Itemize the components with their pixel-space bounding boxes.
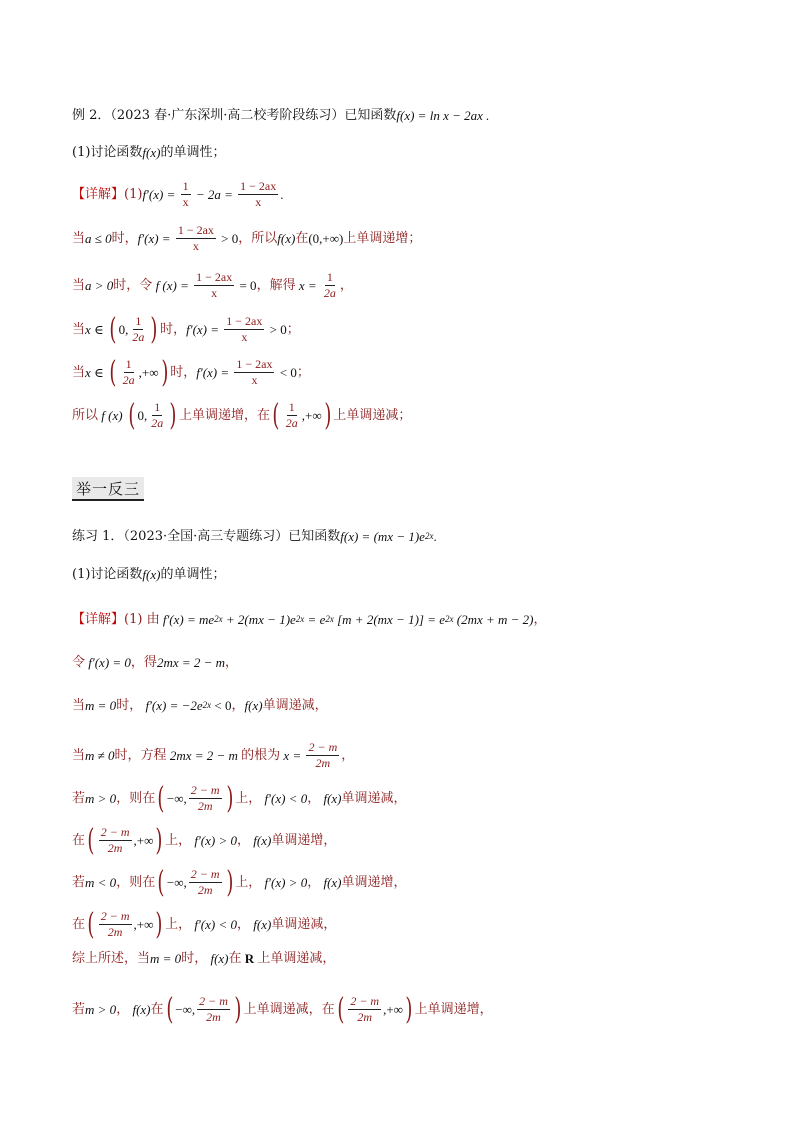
text: 时， xyxy=(116,698,143,713)
exercise1-summary-2 xyxy=(72,991,493,1027)
numerator: 2 − m xyxy=(197,995,230,1010)
denominator: 2m xyxy=(197,883,213,898)
paren-close: ) xyxy=(225,780,233,816)
var: x ∈ xyxy=(85,365,107,381)
real-set: R xyxy=(241,951,258,966)
interval-right: ,+∞ xyxy=(133,917,154,933)
expr: f (x) = xyxy=(152,278,193,294)
superscript: 2x xyxy=(295,614,305,624)
fraction xyxy=(149,401,165,430)
text: 当 xyxy=(72,322,86,338)
paren-close: ) xyxy=(150,311,158,347)
text: ，则在 xyxy=(116,875,156,891)
example2-case2 xyxy=(72,271,353,300)
text: ， xyxy=(231,698,245,713)
denominator: 2a xyxy=(132,330,145,345)
q1-tail: 的单调性； xyxy=(160,567,226,582)
expr: f′(x) = xyxy=(196,365,233,381)
fx: f(x) xyxy=(277,231,296,247)
fraction xyxy=(99,910,132,939)
paren-close: ) xyxy=(323,397,331,433)
text: 令 xyxy=(72,655,86,670)
fraction xyxy=(284,401,300,430)
fx: f(x) xyxy=(129,1002,151,1018)
text: 当 xyxy=(72,748,86,764)
interval-left: 0, xyxy=(137,408,148,424)
text: 时，方程 xyxy=(114,748,167,764)
fx: f(x) xyxy=(250,833,272,849)
text: ， xyxy=(533,612,547,627)
text: 时，令 xyxy=(113,278,153,294)
text: 当 xyxy=(72,278,86,294)
exercise1-step0 xyxy=(72,613,547,626)
text: ； xyxy=(286,322,300,338)
text: 在 xyxy=(72,833,86,849)
numerator: 2 − m xyxy=(306,741,339,756)
condition: m > 0 xyxy=(85,791,117,807)
text: ， xyxy=(237,833,251,849)
text: ， xyxy=(339,278,353,294)
denominator: x xyxy=(192,239,199,254)
expr: (2mx + m − 2) xyxy=(453,612,534,627)
fraction xyxy=(197,995,230,1024)
fraction xyxy=(234,358,274,387)
fraction xyxy=(189,784,222,813)
text: 上， xyxy=(235,791,262,807)
paren-open: ( xyxy=(109,354,117,390)
text: ， xyxy=(116,1002,130,1018)
exercise1-step3 xyxy=(72,741,354,770)
text: 上， xyxy=(165,917,192,933)
denominator: 2m xyxy=(197,799,213,814)
equation: 2mx = 2 − m xyxy=(166,748,242,764)
section-tag: 举一反三 xyxy=(72,477,144,501)
condition: a ≤ 0 xyxy=(85,231,112,247)
expr: f′(x) > 0 xyxy=(191,833,237,849)
numerator: 1 − 2ax xyxy=(194,271,234,286)
interval-right: ,+∞ xyxy=(133,833,154,849)
text: 的根为 xyxy=(241,748,281,764)
denominator: 2a xyxy=(122,373,135,388)
exercise1-step2 xyxy=(72,699,328,712)
condition: m ≠ 0 xyxy=(85,748,115,764)
text: 时， xyxy=(181,951,208,966)
paren-open: ( xyxy=(157,780,165,816)
exercise1-intro-line xyxy=(72,530,437,543)
text: 单调递增， xyxy=(271,833,337,849)
text: 上单调递减； xyxy=(333,408,412,424)
text: 若 xyxy=(72,1002,86,1018)
superscript: 2x xyxy=(445,614,454,624)
exercise1-step1 xyxy=(72,656,238,669)
text: ，解得 xyxy=(256,278,296,294)
superscript: 2x xyxy=(214,614,223,624)
numerator: 2 − m xyxy=(189,868,222,883)
text: 在 xyxy=(72,917,86,933)
text: 上单调递减，在 xyxy=(243,1002,335,1018)
numerator: 2 − m xyxy=(189,784,222,799)
step-lead: (1) xyxy=(124,187,143,203)
text: 时， xyxy=(111,231,138,247)
var: x = xyxy=(295,278,320,294)
interval-left: −∞, xyxy=(166,875,187,891)
text: ， xyxy=(341,748,355,764)
numerator: 1 − 2ax xyxy=(238,180,278,195)
denominator: 2m xyxy=(315,756,331,771)
text: ， xyxy=(225,655,239,670)
superscript: 2x xyxy=(202,700,212,710)
paren-open: ( xyxy=(109,311,117,347)
numerator: 1 xyxy=(181,180,191,195)
period: . xyxy=(280,187,284,203)
text: ，则在 xyxy=(116,791,156,807)
exercise1-question1 xyxy=(72,568,225,581)
fraction xyxy=(322,271,338,300)
paren-open: ( xyxy=(165,991,173,1027)
interval-right: ,+∞ xyxy=(383,1002,403,1018)
numerator: 1 xyxy=(133,315,143,330)
expr: + 2(mx − 1)e xyxy=(222,612,296,627)
paren-open: ( xyxy=(87,906,95,942)
expr: f′(x) < 0 xyxy=(261,791,308,807)
example2-solution-step0 xyxy=(72,180,283,209)
expr: f′(x) = me xyxy=(159,612,215,627)
denominator: 2m xyxy=(206,1010,221,1025)
text: 单调递减， xyxy=(271,917,337,933)
numerator: 1 xyxy=(152,401,162,416)
q1-label: (1)讨论函数 xyxy=(72,567,143,582)
text: 当 xyxy=(72,231,86,247)
example2-function: f(x) = ln x − 2ax . xyxy=(396,108,490,123)
fx: f(x) xyxy=(250,917,272,933)
text: 时， xyxy=(160,322,187,338)
denominator: 2m xyxy=(107,925,123,940)
paren-open: ( xyxy=(336,991,344,1027)
period: . xyxy=(433,529,437,544)
derivative-mid: − 2a = xyxy=(192,187,237,203)
fx: f(x) xyxy=(244,698,263,713)
numerator: 2 − m xyxy=(99,910,132,925)
exercise1-step5 xyxy=(72,822,337,858)
exercise1-function: f(x) = (mx − 1)e xyxy=(340,529,425,544)
fraction xyxy=(306,741,339,770)
denominator: x xyxy=(241,330,248,345)
text: 上单调递减， xyxy=(257,951,336,966)
example2-question1 xyxy=(72,146,225,159)
paren-close: ) xyxy=(155,822,163,858)
fraction xyxy=(189,868,222,897)
example2-intro: 例 2．（2023 春·广东深圳·高二校考阶段练习）已知函数 xyxy=(72,108,397,123)
expr: f′(x) < 0 xyxy=(191,917,237,933)
example2-case1 xyxy=(72,224,421,253)
interval-left: −∞, xyxy=(166,791,187,807)
compare: < 0 xyxy=(211,698,232,713)
numerator: 1 − 2ax xyxy=(176,224,216,239)
fraction xyxy=(224,315,264,344)
fx: f (x) xyxy=(98,408,126,424)
numerator: 1 xyxy=(287,401,297,416)
expr: = e xyxy=(304,612,326,627)
q1-func: f(x) xyxy=(142,567,161,582)
text: (1) 由 xyxy=(124,612,160,627)
condition: m < 0 xyxy=(85,875,117,891)
condition: m > 0 xyxy=(85,1002,117,1018)
numerator: 2 − m xyxy=(99,826,132,841)
text: 当 xyxy=(72,698,86,713)
detail-tag: 【详解】 xyxy=(72,612,125,627)
paren-open: ( xyxy=(272,397,280,433)
denominator: x xyxy=(182,195,189,210)
text: 上单调递增，在 xyxy=(179,408,271,424)
interval-right: ,+∞ xyxy=(301,408,322,424)
interval-right: ,+∞ xyxy=(138,365,159,381)
denominator: 2m xyxy=(107,841,123,856)
numerator: 2 − m xyxy=(348,995,381,1010)
detail-tag: 【详解】 xyxy=(72,187,125,203)
paren-close: ) xyxy=(225,864,233,900)
expr: f′(x) > 0 xyxy=(261,875,308,891)
q1-func: f(x) xyxy=(142,145,161,160)
paren-close: ) xyxy=(160,354,168,390)
exercise1-intro: 练习 1．（2023·全国·高三专题练习）已知函数 xyxy=(72,529,341,544)
condition: a > 0 xyxy=(85,278,114,294)
exercise1-step4 xyxy=(72,780,407,816)
expr: f′(x) = −2e xyxy=(142,698,203,713)
exercise1-step6 xyxy=(72,864,407,900)
text: 上单调递增； xyxy=(343,231,422,247)
text: 所以 xyxy=(72,408,99,424)
fraction xyxy=(176,224,216,253)
text: ， xyxy=(307,791,321,807)
fraction xyxy=(130,315,146,344)
paren-close: ) xyxy=(169,397,177,433)
numerator: 1 − 2ax xyxy=(224,315,264,330)
fraction xyxy=(348,995,381,1024)
text: 单调递减， xyxy=(341,791,407,807)
paren-close: ) xyxy=(405,991,413,1027)
text: 在 xyxy=(150,1002,164,1018)
text: 单调递减， xyxy=(262,698,328,713)
exercise1-summary xyxy=(72,952,335,965)
q1-tail: 的单调性； xyxy=(160,145,226,160)
interval: (0,+∞) xyxy=(308,231,344,247)
denominator: x xyxy=(211,286,218,301)
text: 上， xyxy=(165,833,192,849)
superscript: 2x xyxy=(424,531,434,541)
paren-open: ( xyxy=(157,864,165,900)
text: 当 xyxy=(72,365,86,381)
expr: f′(x) = xyxy=(137,231,174,247)
fraction xyxy=(99,826,132,855)
derivative-lhs: f′(x) = xyxy=(142,187,179,203)
condition: m = 0 xyxy=(85,698,117,713)
expr: [m + 2(mx − 1)] = e xyxy=(333,612,446,627)
paren-open: ( xyxy=(128,397,136,433)
denominator: 2a xyxy=(285,416,298,431)
var: x = xyxy=(280,748,305,764)
denominator: x xyxy=(251,373,258,388)
fx: f(x) xyxy=(207,951,229,966)
exercise1-step7 xyxy=(72,906,337,942)
paren-close: ) xyxy=(155,906,163,942)
denominator: 2a xyxy=(151,416,164,431)
expr: f′(x) = 0 xyxy=(85,655,131,670)
numerator: 1 xyxy=(124,358,134,373)
paren-open: ( xyxy=(87,822,95,858)
text: 若 xyxy=(72,875,86,891)
text: 上单调递增， xyxy=(414,1002,493,1018)
q1-label: (1)讨论函数 xyxy=(72,145,143,160)
numerator: 1 − 2ax xyxy=(234,358,274,373)
fx: f(x) xyxy=(320,791,342,807)
text: ； xyxy=(296,365,310,381)
fx: f(x) xyxy=(320,875,342,891)
fraction xyxy=(121,358,137,387)
text: ， xyxy=(237,917,251,933)
expr: f′(x) = xyxy=(186,322,223,338)
example2-intro-line xyxy=(72,109,489,122)
equation: 2mx = 2 − m xyxy=(156,655,226,670)
example2-case3 xyxy=(72,311,300,347)
fraction xyxy=(181,180,191,209)
example2-conclusion xyxy=(72,397,412,433)
denominator: 2m xyxy=(357,1010,373,1025)
compare: > 0 xyxy=(266,322,287,338)
text: 单调递增， xyxy=(341,875,407,891)
text: ， xyxy=(307,875,321,891)
compare: > 0 xyxy=(217,231,239,247)
compare: < 0 xyxy=(276,365,297,381)
denominator: 2a xyxy=(323,286,336,301)
interval-left: −∞, xyxy=(175,1002,196,1018)
fraction xyxy=(194,271,234,300)
text: 在 xyxy=(295,231,309,247)
compare: = 0 xyxy=(236,278,257,294)
text: 在 xyxy=(228,951,242,966)
example2-case4 xyxy=(72,354,310,390)
text: 若 xyxy=(72,791,86,807)
fraction xyxy=(238,180,278,209)
superscript: 2x xyxy=(325,614,334,624)
interval-left: 0, xyxy=(118,322,129,338)
numerator: 1 xyxy=(325,271,335,286)
denominator: x xyxy=(255,195,262,210)
text: ，得 xyxy=(130,655,157,670)
text: 上， xyxy=(235,875,262,891)
text: ，所以 xyxy=(238,231,278,247)
condition: m = 0 xyxy=(150,951,182,966)
text: 综上所述，当 xyxy=(72,951,151,966)
text: 时， xyxy=(170,365,197,381)
paren-close: ) xyxy=(234,991,242,1027)
var: x ∈ xyxy=(85,322,107,338)
